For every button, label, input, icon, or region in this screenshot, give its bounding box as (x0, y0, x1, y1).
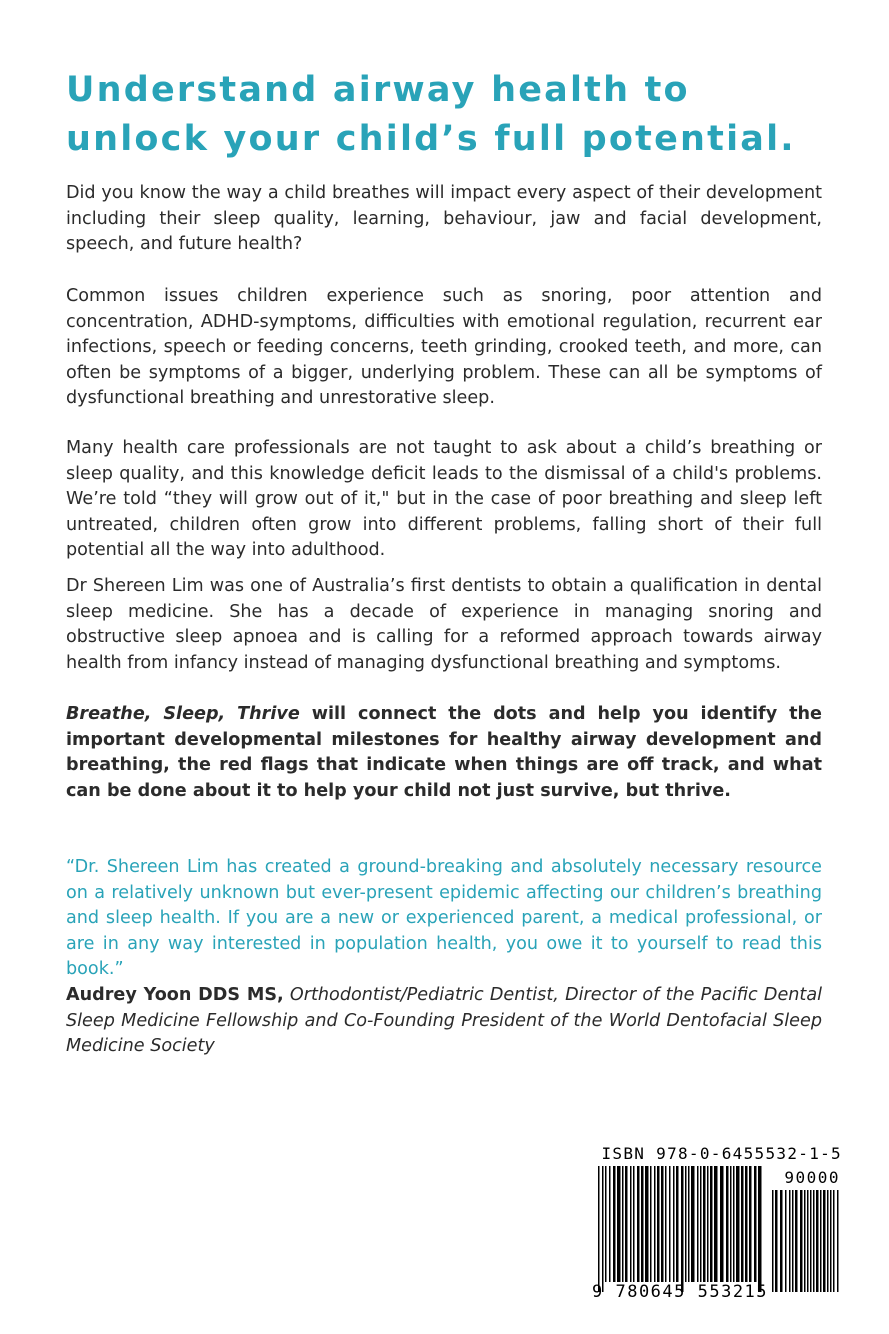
barcode-bar (645, 1166, 649, 1282)
barcode-bar (745, 1166, 748, 1282)
barcode-bar (823, 1190, 826, 1292)
barcode-bar (820, 1190, 822, 1292)
barcode-bar (736, 1166, 740, 1282)
barcode-bar (688, 1166, 690, 1282)
barcode-bar (657, 1166, 660, 1282)
barcode-bar (730, 1166, 732, 1282)
barcode-bar (741, 1166, 744, 1282)
quote-author: Audrey Yoon DDS MS, (66, 985, 284, 1005)
barcode-bar (691, 1166, 695, 1282)
barcode-bar (613, 1166, 616, 1282)
barcode-bar (625, 1166, 628, 1282)
barcode-bar (700, 1166, 702, 1282)
barcode-bar (816, 1190, 819, 1292)
quote-attribution (66, 983, 822, 1060)
barcode-bar (807, 1190, 809, 1292)
barcode-bar (827, 1190, 829, 1292)
price-code: 90000 (784, 1168, 840, 1187)
symptoms-paragraph: Common issues children experience such as snoring, poor attention and concentration, ADHD-symptoms, difficulties with emotional regulation, recurrent ear infections, speech or feeding concerns, teeth grinding, crooked teeth, and more, can often be symptoms of a bigger, underlying problem. These can all be symptoms of dysfunctional breathing and unrestorative sleep. (66, 286, 822, 408)
barcode-bar (800, 1190, 803, 1292)
barcode-bar (813, 1190, 815, 1292)
author-bio-paragraph: Dr Shereen Lim was one of Australia’s first dentists to obtain a qualification in dental sleep medicine. She has a decade of experience in managing snoring and obstructive sleep apnoea and is calling for a reformed approach towards airway health from infancy instead of managing dysfunctional breathing and symptoms. (66, 576, 822, 673)
barcode-bar (795, 1190, 798, 1292)
barcode-bar (710, 1166, 713, 1282)
isbn-label: ISBN 978-0-6455532-1-5 (601, 1144, 842, 1163)
headline: Understand airway health to unlock your child’s full potential. (66, 70, 796, 159)
isbn-barcode (584, 1142, 848, 1308)
barcode-bar (637, 1166, 640, 1282)
book-summary-text: will connect the dots and help you identify the important developmental milestones for healthy airway development and breathing, the red flags that indicate when things are off track, and what can be done about it to help your child not just survive, but thrive. (66, 704, 822, 801)
barcode-bar (714, 1166, 718, 1282)
barcode-bar (630, 1166, 632, 1282)
barcode-bar (673, 1166, 675, 1282)
book-summary-paragraph (66, 702, 822, 804)
barcode-bar (676, 1166, 679, 1282)
barcode-bar (707, 1166, 709, 1282)
barcode-bar (633, 1166, 635, 1282)
barcode-bar (681, 1166, 684, 1292)
barcode-bar (685, 1166, 687, 1282)
barcode-bar (830, 1190, 832, 1292)
barcode-bar (650, 1166, 652, 1282)
barcode-bar (754, 1166, 757, 1282)
barcode-bar (780, 1190, 783, 1292)
barcode-bar (669, 1166, 671, 1282)
barcode-bar (609, 1166, 611, 1282)
barcode-bar (810, 1190, 812, 1292)
book-title: Breathe, Sleep, Thrive (66, 704, 300, 724)
barcode-bar (697, 1166, 699, 1282)
barcode-bar (617, 1166, 621, 1282)
barcode-bar (789, 1190, 791, 1292)
endorsement-quote: “Dr. Shereen Lim has created a ground-breaking and absolutely necessary resource on a relatively unknown but ever-present epidemic affecting our children’s breathing and sleep health. If you are a new or experienced parent, a medical professional, or are in any way interested in population health, you owe it to yourself to read this book.” (66, 857, 822, 979)
barcode-bar (720, 1166, 724, 1282)
barcode-bar (804, 1190, 806, 1292)
barcode-bar (833, 1190, 835, 1292)
barcode-bar (665, 1166, 667, 1282)
barcode-bar (792, 1190, 794, 1292)
barcode-bar (837, 1190, 839, 1292)
barcode-bar (598, 1166, 600, 1292)
barcode-bar (772, 1190, 774, 1292)
quote-author-role: Orthodontist/Pediatric Dentist, Director of the Pacific Dental Sleep Medicine Fellowship and Co-Founding President of the World Dentofacial Sleep Medicine Society (66, 985, 822, 1056)
barcode-bar (733, 1166, 735, 1282)
ean-digits: 9 780645 553215 (592, 1282, 769, 1302)
barcode-bar (602, 1166, 604, 1292)
barcode-bar (758, 1166, 762, 1292)
barcode-bar (661, 1166, 664, 1282)
barcode-bar (622, 1166, 624, 1282)
barcode-bar (785, 1190, 787, 1292)
barcode-bar (726, 1166, 729, 1282)
intro-paragraph: Did you know the way a child breathes will impact every aspect of their development including their sleep quality, learning, behaviour, jaw and facial development, speech, and future health? (66, 183, 822, 254)
barcode-bar (775, 1190, 778, 1292)
barcode-bar (605, 1166, 607, 1282)
barcode-bar (703, 1166, 706, 1282)
barcode-bar (641, 1166, 644, 1282)
barcode-bar (749, 1166, 752, 1282)
barcode-bar (654, 1166, 656, 1282)
knowledge-deficit-paragraph: Many health care professionals are not taught to ask about a child’s breathing or sleep quality, and this knowledge deficit leads to the dismissal of a child's problems. We’re told “they will grow out of it," but in the case of poor breathing and sleep left untreated, children often grow into different problems, falling short of their full potential all the way into adulthood. (66, 438, 822, 560)
